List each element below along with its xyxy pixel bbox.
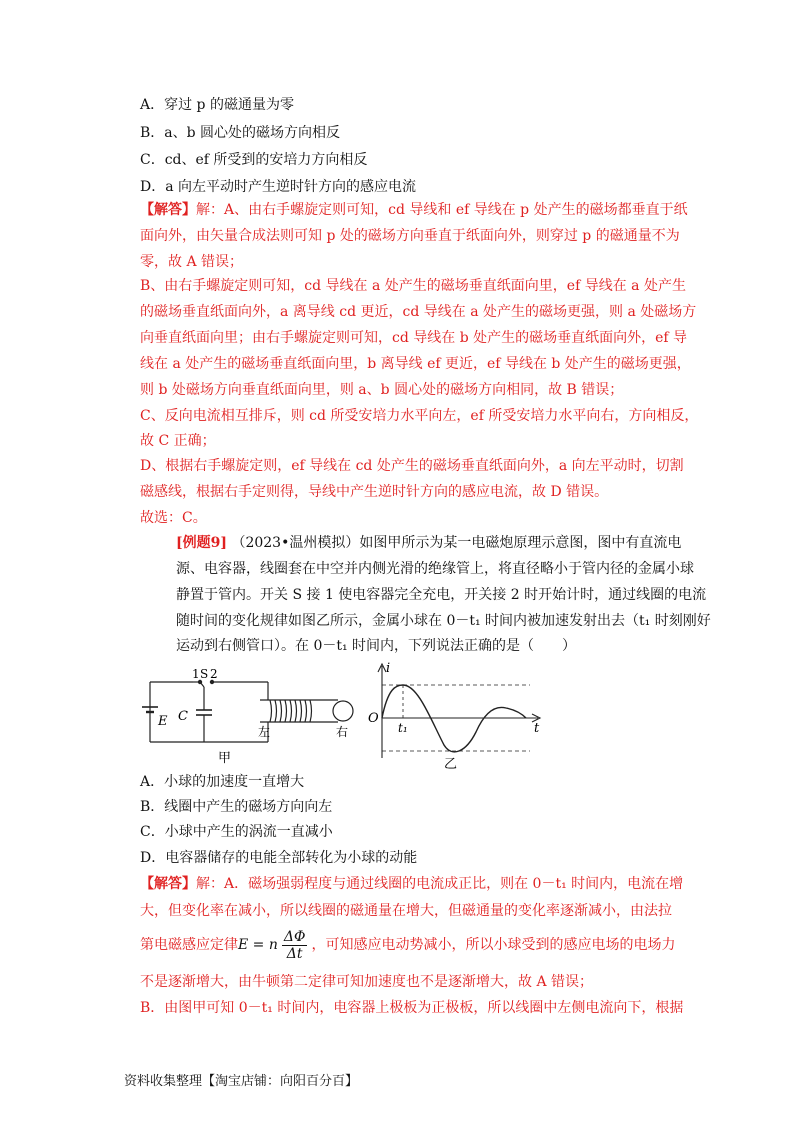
page-footer: 资料收集整理【淘宝店铺：向阳百分百】 — [124, 1074, 359, 1089]
label-right: 右 — [336, 725, 349, 739]
answer-prev-line-7: 线在 a 处产生的磁场垂直纸面向里，b 离导线 ef 更近，ef 导线在 b 处产生的磁场更强， — [140, 356, 691, 372]
label-switch-1: 1 — [192, 667, 200, 681]
axis-t-label: t — [534, 721, 540, 736]
answer-line-3-post: ，可知感应电动势减小，所以小球受到的感应电场的电场力 — [311, 937, 676, 953]
caption-yi: 乙 — [444, 757, 458, 770]
answer-line-3-pre: 第电磁感应定律 — [140, 937, 238, 953]
answer-prev-line-9: C、反向电流相互排斥，则 cd 所受安培力水平向左，ef 所受安培力水平向右，方向相反， — [140, 408, 699, 424]
answer-prev-line-12: 磁感线，根据右手定则得，导线中产生逆时针方向的感应电流，故 D 错误。 — [140, 484, 609, 500]
origin-label: O — [368, 711, 379, 726]
label-switch-2: 2 — [210, 667, 218, 681]
axis-i-label: i — [386, 661, 391, 676]
figure-yi-current-graph — [366, 660, 546, 770]
answer-text: 解：A、由右手螺旋定则可知，cd 导线和 ef 导线在 p 处产生的磁场都垂直于纸 — [196, 202, 688, 218]
caption-jia: 甲 — [218, 751, 232, 766]
formula-denominator: Δt — [286, 945, 303, 962]
label-c: C — [178, 709, 188, 724]
answer-prev-line-10: 故 C 正确； — [140, 433, 216, 449]
answer-line-5: B．由图甲可知 0－t₁ 时间内，电容器上极板为正极板，所以线圈中左侧电流向下，根据 — [140, 1000, 684, 1016]
answer-prev-line-8: 则 b 处磁场方向垂直纸面向里，则 a、b 圆心处的磁场方向相同，故 B 错误； — [140, 382, 624, 398]
answer-prev-line-2: 面向外，由矢量合成法则可知 p 处的磁场方向垂直于纸面向外，则穿过 p 的磁通量不为 — [140, 228, 680, 244]
answer-label: 【解答】 — [140, 202, 196, 218]
example-stem-line-3: 静置于管内。开关 S 接 1 使电容器完全充电，开关接 2 时开始计时，通过线圈的电流 — [176, 587, 707, 603]
answer-prev-line-6: 向垂直纸面向里；由右手螺旋定则可知，cd 导线在 b 处产生的磁场垂直纸面向外，ef 导 — [140, 330, 688, 346]
label-left: 左 — [258, 725, 271, 739]
example-stem-line-1 — [176, 533, 681, 553]
option-d-prev: D．a 向左平动时产生逆时针方向的感应电流 — [140, 179, 417, 195]
formula-numerator: ΔΦ — [283, 928, 306, 945]
label-e: E — [158, 714, 168, 729]
option-a-prev: A．穿过 p 的磁通量为零 — [140, 97, 294, 113]
answer-line-4: 不是逐渐增大，由牛顿第二定律可知加速度也不是逐渐增大，故 A 错误； — [140, 974, 594, 990]
figure-jia-circuit-diagram — [138, 662, 368, 772]
example-stem-line-2: 源、电容器，线圈套在中空并内侧光滑的绝缘管上，将直径略小于管内径的金属小球 — [176, 561, 694, 577]
answer-prev-line-5: 的磁场垂直纸面向外，a 离导线 cd 更近，cd 导线在 a 处产生的磁场更强，则 a 处磁场方 — [140, 304, 697, 320]
option-b: B．线圈中产生的磁场方向向左 — [140, 799, 333, 815]
answer-prev-line-13: 故选：C。 — [140, 510, 207, 526]
option-c-prev: C．cd、ef 所受到的安培力方向相反 — [140, 152, 368, 168]
formula-fraction — [282, 929, 308, 962]
option-d: D．电容器储存的电能全部转化为小球的动能 — [140, 850, 418, 866]
option-c: C．小球中产生的涡流一直减小 — [140, 824, 333, 840]
example-stem-text: （2023•温州模拟）如图甲所示为某一电磁炮原理示意图，图中有直流电 — [231, 535, 682, 551]
label-switch-s: S — [200, 667, 209, 681]
answer-prev-line-1 — [140, 200, 688, 220]
t1-label: t₁ — [398, 721, 408, 735]
answer-label-2: 【解答】 — [140, 876, 196, 892]
option-a: A．小球的加速度一直增大 — [140, 774, 305, 790]
answer-line-1 — [140, 874, 683, 894]
answer-line-2: 大，但变化率在减小，所以线圈的磁通量在增大，但磁通量的变化率逐渐减小，由法拉 — [140, 903, 672, 919]
example-stem-line-5: 运动到右侧管口）。在 0－t₁ 时间内，下列说法正确的是（ ） — [176, 638, 577, 654]
answer-prev-line-3: 零，故 A 错误； — [140, 254, 244, 270]
answer-prev-line-4: B、由右手螺旋定则可知，cd 导线在 a 处产生的磁场垂直纸面向里，ef 导线在 a 处产生 — [140, 278, 686, 294]
formula-lhs: E = n — [238, 937, 278, 953]
answer-line-3 — [140, 926, 675, 964]
example-label: [例题9] — [176, 535, 227, 551]
answer-prev-line-11: D、根据右手螺旋定则，ef 导线在 cd 处产生的磁场垂直纸面向外，a 向左平动时，切割 — [140, 458, 684, 474]
option-b-prev: B．a、b 圆心处的磁场方向相反 — [140, 125, 341, 141]
answer-line-1-text: 解：A．磁场强弱程度与通过线圈的电流成正比，则在 0－t₁ 时间内，电流在增 — [196, 876, 684, 892]
example-stem-line-4: 随时间的变化规律如图乙所示，金属小球在 0－t₁ 时间内被加速发射出去（t₁ 时刻刚好 — [176, 613, 711, 629]
